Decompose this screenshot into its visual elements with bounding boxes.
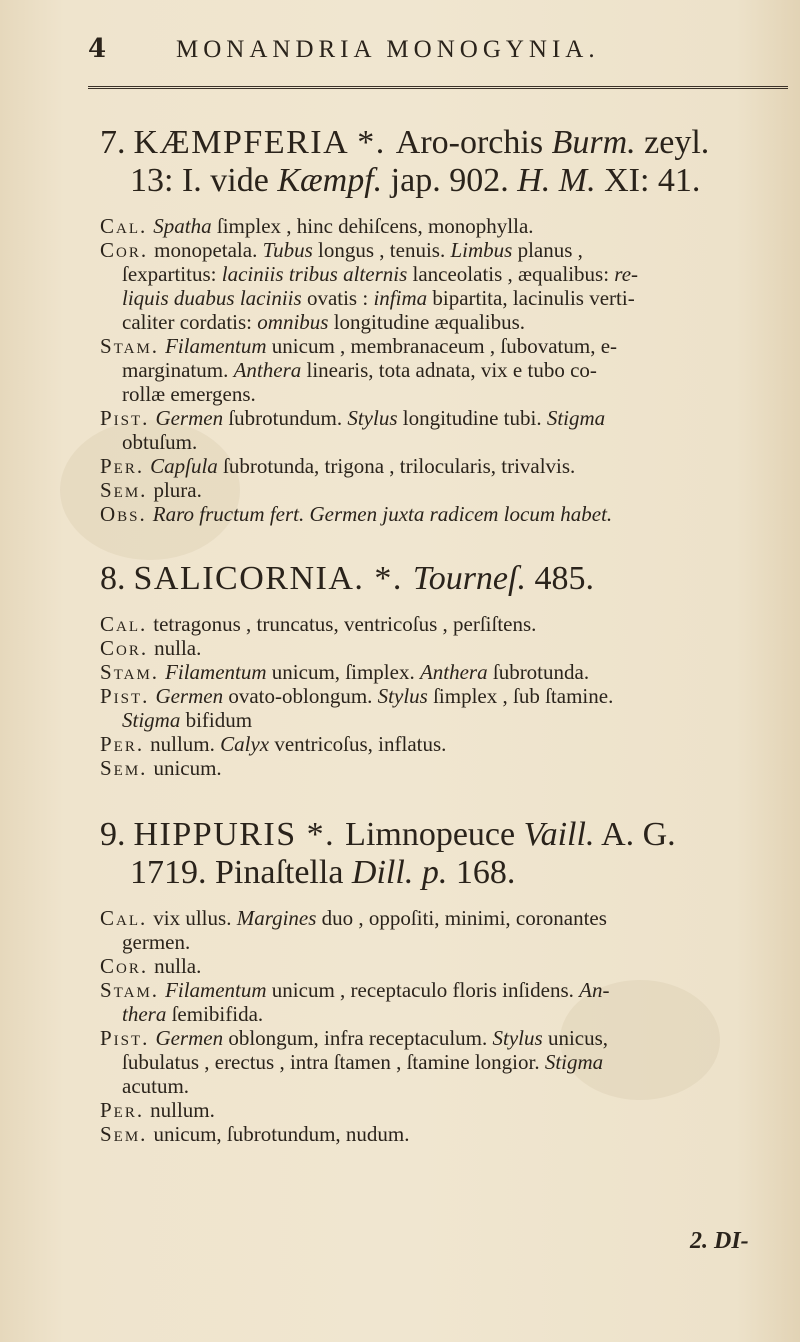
description-text: Margines bbox=[236, 906, 317, 930]
genus-heading-line bbox=[100, 162, 790, 200]
character-description bbox=[100, 214, 790, 526]
description-text: unicum , membranaceum , ſubovatum, e- bbox=[266, 334, 618, 358]
description-text: duo , oppoſiti, minimi, coronantes bbox=[316, 906, 607, 930]
organ-label: Cor. bbox=[100, 238, 149, 262]
description-line bbox=[100, 660, 790, 684]
genus-heading-text: SALICORNIA. *. bbox=[133, 560, 413, 597]
description-line bbox=[100, 238, 790, 262]
genus-heading bbox=[100, 816, 790, 892]
description-text: laciniis tribus alternis bbox=[221, 262, 408, 286]
organ-label: Pist. bbox=[100, 406, 150, 430]
organ-label: Obs. bbox=[100, 502, 147, 526]
description-text: longus , tenuis. bbox=[312, 238, 451, 262]
genus-entry-hippuris bbox=[100, 816, 790, 1146]
description-line bbox=[100, 430, 790, 454]
description-text: Tubus bbox=[262, 238, 313, 262]
description-text: ovatis : bbox=[301, 286, 374, 310]
organ-label: Sem. bbox=[100, 1122, 148, 1146]
description-text: Stigma bbox=[544, 1050, 604, 1074]
description-text: Spatha bbox=[153, 214, 212, 238]
genus-number: 8. bbox=[100, 560, 126, 597]
description-text: ovato-oblongum. bbox=[223, 684, 378, 708]
description-text: nulla. bbox=[154, 954, 202, 978]
description-text: tetragonus , truncatus, ventricoſus , perſiſtens. bbox=[153, 612, 537, 636]
description-line bbox=[100, 286, 790, 310]
description-text: oblongum, infra receptaculum. bbox=[223, 1026, 493, 1050]
description-line bbox=[100, 1026, 790, 1050]
genus-heading-text: Limnopeuce bbox=[345, 816, 524, 853]
description-text: unicus, bbox=[542, 1026, 609, 1050]
genus-heading-line bbox=[100, 124, 790, 162]
organ-label: Per. bbox=[100, 1098, 145, 1122]
description-text: ſubrotunda. bbox=[487, 660, 590, 684]
description-text: unicum, ſimplex. bbox=[266, 660, 420, 684]
organ-label: Per. bbox=[100, 732, 145, 756]
description-line bbox=[100, 1050, 790, 1074]
description-text: bipartita, lacinulis verti- bbox=[427, 286, 635, 310]
description-text: infima bbox=[373, 286, 428, 310]
organ-label: Sem. bbox=[100, 756, 148, 780]
genus-heading bbox=[100, 124, 790, 200]
description-text: longitudine tubi. bbox=[397, 406, 547, 430]
genus-heading-text: zeyl. bbox=[635, 124, 710, 161]
description-line bbox=[100, 1098, 790, 1122]
description-line bbox=[100, 454, 790, 478]
description-text: Stylus bbox=[492, 1026, 543, 1050]
organ-label: Cal. bbox=[100, 214, 148, 238]
genus-heading-line bbox=[100, 854, 790, 892]
character-description bbox=[100, 612, 790, 780]
description-text: Anthera bbox=[233, 358, 302, 382]
genus-heading-text: Dill. p. bbox=[351, 854, 448, 891]
page-header bbox=[88, 34, 738, 68]
genus-number: 9. bbox=[100, 816, 126, 853]
description-text: unicum, ſubrotundum, nudum. bbox=[153, 1122, 410, 1146]
description-line bbox=[100, 1002, 790, 1026]
description-text: nulla. bbox=[154, 636, 202, 660]
genus-heading-text: Kæmpf. bbox=[277, 162, 383, 199]
description-line bbox=[100, 478, 790, 502]
description-text: ſubrotunda, trigona , trilocularis, trivalvis. bbox=[217, 454, 576, 478]
description-line bbox=[100, 636, 790, 660]
description-text: longitudine æqualibus. bbox=[328, 310, 526, 334]
description-text: acutum. bbox=[122, 1074, 190, 1098]
description-text: Stylus bbox=[347, 406, 398, 430]
description-text: Filamentum bbox=[165, 660, 267, 684]
description-text: linearis, tota adnata, vix e tubo co- bbox=[301, 358, 597, 382]
description-text: Germen bbox=[155, 684, 224, 708]
description-text: ſimplex , hinc dehiſcens, monophylla. bbox=[211, 214, 534, 238]
description-text: ſexpartitus: bbox=[122, 262, 222, 286]
description-line bbox=[100, 310, 790, 334]
description-text: Stigma bbox=[546, 406, 606, 430]
description-text: thera bbox=[122, 1002, 167, 1026]
catchword: 2. DI- bbox=[690, 1228, 749, 1254]
description-text: Germen bbox=[155, 1026, 224, 1050]
description-line bbox=[100, 756, 790, 780]
description-text: unicum , receptaculo floris inſidens. bbox=[266, 978, 580, 1002]
description-text: planus , bbox=[512, 238, 583, 262]
description-line bbox=[100, 612, 790, 636]
organ-label: Cal. bbox=[100, 906, 148, 930]
description-line bbox=[100, 906, 790, 930]
organ-label: Cor. bbox=[100, 954, 149, 978]
genus-heading bbox=[100, 560, 790, 598]
description-line bbox=[100, 334, 790, 358]
genus-heading-text: Vaill. bbox=[523, 816, 595, 853]
description-text: re- bbox=[614, 262, 639, 286]
genus-heading-text: 168. bbox=[447, 854, 516, 891]
genus-number: 7. bbox=[100, 124, 126, 161]
description-text: omnibus bbox=[257, 310, 329, 334]
genus-heading-text: Aro-orchis bbox=[395, 124, 552, 161]
organ-label: Stam. bbox=[100, 334, 160, 358]
description-text: Filamentum bbox=[165, 334, 267, 358]
description-text: germen. bbox=[122, 930, 191, 954]
description-line bbox=[100, 406, 790, 430]
genus-heading-text: Burm. bbox=[551, 124, 636, 161]
description-line bbox=[100, 954, 790, 978]
genus-heading-text: Tourneſ. bbox=[412, 560, 526, 597]
page-number: 4 bbox=[88, 34, 107, 64]
header-rule bbox=[88, 86, 788, 89]
description-line bbox=[100, 1074, 790, 1098]
description-line bbox=[100, 358, 790, 382]
description-text: ventricoſus, inflatus. bbox=[269, 732, 447, 756]
description-line bbox=[100, 732, 790, 756]
genus-heading-text: H. M. bbox=[517, 162, 596, 199]
genus-heading-text: 1719. Pinaſtella bbox=[130, 854, 352, 891]
genus-heading-text: 13: I. vide bbox=[130, 162, 278, 199]
description-text: monopetala. bbox=[154, 238, 263, 262]
description-line bbox=[100, 1122, 790, 1146]
description-text: Stylus bbox=[377, 684, 428, 708]
description-text: unicum. bbox=[153, 756, 222, 780]
description-line bbox=[100, 214, 790, 238]
description-text: nullum. bbox=[150, 732, 221, 756]
description-line bbox=[100, 684, 790, 708]
description-text: vix ullus. bbox=[153, 906, 237, 930]
organ-label: Stam. bbox=[100, 660, 160, 684]
description-text: Anthera bbox=[419, 660, 488, 684]
genus-heading-text: HIPPURIS *. bbox=[133, 816, 346, 853]
description-text: ſubrotundum. bbox=[223, 406, 348, 430]
genus-heading-line bbox=[100, 560, 790, 598]
description-text: Germen bbox=[155, 406, 224, 430]
description-line bbox=[100, 382, 790, 406]
description-text: An- bbox=[579, 978, 610, 1002]
organ-label: Pist. bbox=[100, 1026, 150, 1050]
genus-heading-text: XI: 41. bbox=[595, 162, 701, 199]
genus-heading-text: jap. 902. bbox=[382, 162, 518, 199]
description-line bbox=[100, 708, 790, 732]
description-text: Raro fructum fert. Germen juxta radicem locum habet. bbox=[152, 502, 613, 526]
organ-label: Stam. bbox=[100, 978, 160, 1002]
genus-heading-line bbox=[100, 816, 790, 854]
character-description bbox=[100, 906, 790, 1146]
genus-entry-kaempferia bbox=[100, 124, 790, 526]
description-text: Calyx bbox=[220, 732, 270, 756]
description-text: Limbus bbox=[450, 238, 513, 262]
description-text: plura. bbox=[153, 478, 202, 502]
organ-label: Cor. bbox=[100, 636, 149, 660]
description-text: bifidum bbox=[180, 708, 253, 732]
organ-label: Cal. bbox=[100, 612, 148, 636]
genus-entry-salicornia bbox=[100, 560, 790, 780]
genus-heading-text: 485. bbox=[525, 560, 594, 597]
description-text: ſemibifida. bbox=[166, 1002, 264, 1026]
description-text: Filamentum bbox=[165, 978, 267, 1002]
description-text: ſubulatus , erectus , intra ſtamen , ſtamine longior. bbox=[122, 1050, 545, 1074]
running-head: MONANDRIA MONOGYNIA. bbox=[176, 36, 600, 63]
description-line bbox=[100, 978, 790, 1002]
description-text: nullum. bbox=[150, 1098, 215, 1122]
organ-label: Pist. bbox=[100, 684, 150, 708]
description-text: obtuſum. bbox=[122, 430, 198, 454]
description-line bbox=[100, 930, 790, 954]
organ-label: Per. bbox=[100, 454, 145, 478]
genus-heading-text: A. G. bbox=[594, 816, 676, 853]
description-text: rollæ emergens. bbox=[122, 382, 256, 406]
description-text: Stigma bbox=[122, 708, 181, 732]
description-text: ſimplex , ſub ſtamine. bbox=[427, 684, 614, 708]
description-text: marginatum. bbox=[122, 358, 234, 382]
organ-label: Sem. bbox=[100, 478, 148, 502]
description-line bbox=[100, 502, 790, 526]
genus-heading-text: KÆMPFERIA *. bbox=[133, 124, 396, 161]
description-line bbox=[100, 262, 790, 286]
description-text: liquis duabus laciniis bbox=[122, 286, 302, 310]
description-text: Capſula bbox=[150, 454, 218, 478]
description-text: lanceolatis , æqualibus: bbox=[407, 262, 615, 286]
description-text: caliter cordatis: bbox=[122, 310, 258, 334]
